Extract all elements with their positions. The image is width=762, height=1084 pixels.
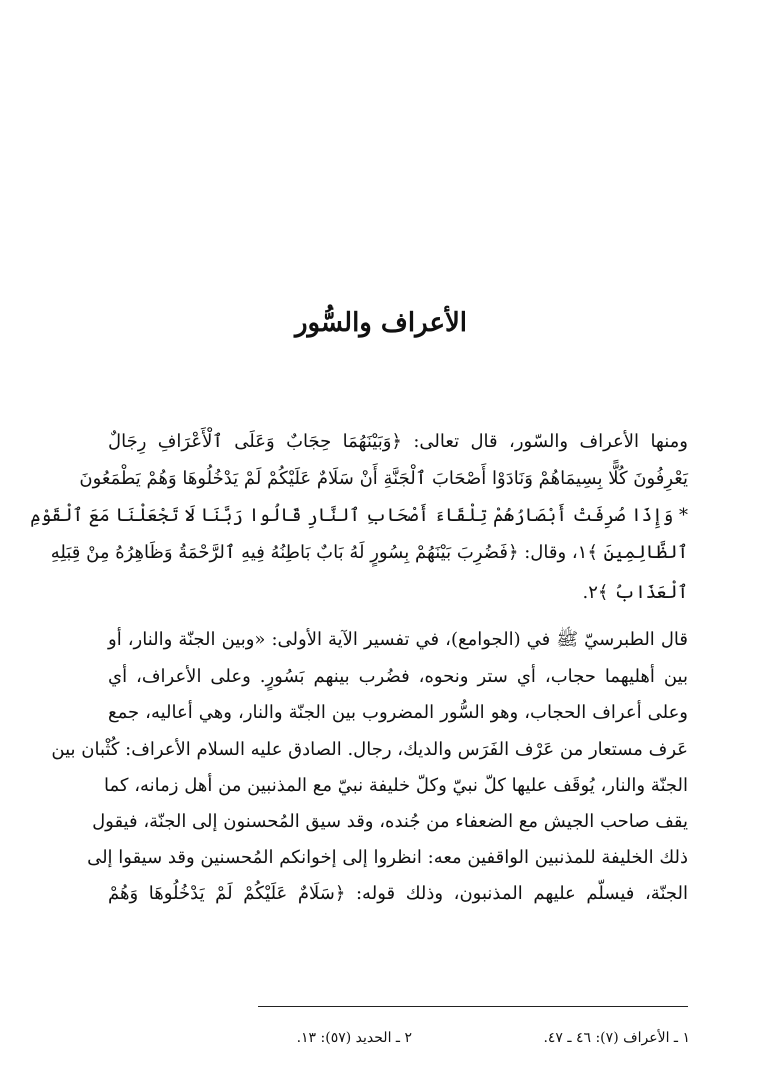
text-line: الجنّة، فيسلّم عليهم المذنبون، وذلك قوله: ﴿سَلَامٌ عَلَيْكُمْ لَمْ يَدْخُلُوهَا وَهُمْ	[108, 883, 688, 904]
text-line: قال الطبرسيّ ﷺ في (الجوامع)، في تفسير الآية الأولى: «وبين الجنّة والنار، أو	[108, 629, 688, 650]
chapter-title: الأعراف والسُّور	[294, 308, 468, 338]
text-line: ٱلظَّالِمِينَ ﴾١، وقال: ﴿فَضُرِبَ بَيْنَهُمْ بِسُورٍ لَهُ بَابٌ بَاطِنُهُ فِيهِ ٱلرَّحْمَةُ وَظَاهِرُهُ مِنْ قِبَلِهِ	[50, 542, 688, 563]
text-line: * وَإِذَا صُرِفَتْ أَبْصَارُهُمْ تِلْقَاءَ أَصْحَابِ ٱلنَّارِ قَالُوا رَبَّنَا لَا تَجْعَلْنَا مَعَ ٱلْقَوْمِ	[30, 505, 688, 526]
footnote-2: ٢ ـ الحديد (٥٧): ١٣.	[296, 1030, 412, 1046]
text-line: ذلك الخليفة للمذنبين الواقفين معه: انظروا إلى إخوانكم المُحسنين وقد سيقوا إلى	[87, 847, 688, 868]
footnote-1: ١ ـ الأعراف (٧): ٤٦ ـ ٤٧.	[543, 1030, 690, 1046]
text-line: الجنّة والنار، يُوقَف عليها كلّ نبيّ وكلّ خليفة نبيّ مع المذنبين من أهل زمانه، كما	[104, 775, 688, 796]
footnote-divider	[258, 1006, 688, 1007]
text-line: ومنها الأعراف والسّور، قال تعالى: ﴿وَبَيْنَهُمَا حِجَابٌ وَعَلَى ٱلْأَعْرَافِ رِجَالٌ	[108, 431, 688, 452]
text-line: عَرف مستعار من عَرْف الفَرَس والديك، رجال. الصادق عليه السلام الأعراف: كُثْبان بين	[51, 739, 688, 760]
text-line: ٱلْعَذَابُ ﴾٢.	[582, 582, 688, 603]
text-line: بين أهليهما حجاب، أي ستر ونحوه، فضُرب بينهم بَسُورٍ. وعلى الأعراف، أي	[108, 666, 688, 687]
text-line: وعلى أعراف الحجاب، وهو السُّور المضروب بين الجنّة والنار، وهي أعاليه، جمع	[108, 702, 688, 723]
text-line: يقف صاحب الجيش مع الضعفاء من جُنده، وقد سيق المُحسنون إلى الجنّة، فيقول	[92, 811, 688, 832]
text-line: يَعْرِفُونَ كُلًّا بِسِيمَاهُمْ وَنَادَوْا أَصْحَابَ ٱلْجَنَّةِ أَنْ سَلَامٌ عَلَيْكُمْ لَمْ يَدْخُلُوهَا وَهُمْ يَطْمَعُونَ	[79, 468, 688, 489]
